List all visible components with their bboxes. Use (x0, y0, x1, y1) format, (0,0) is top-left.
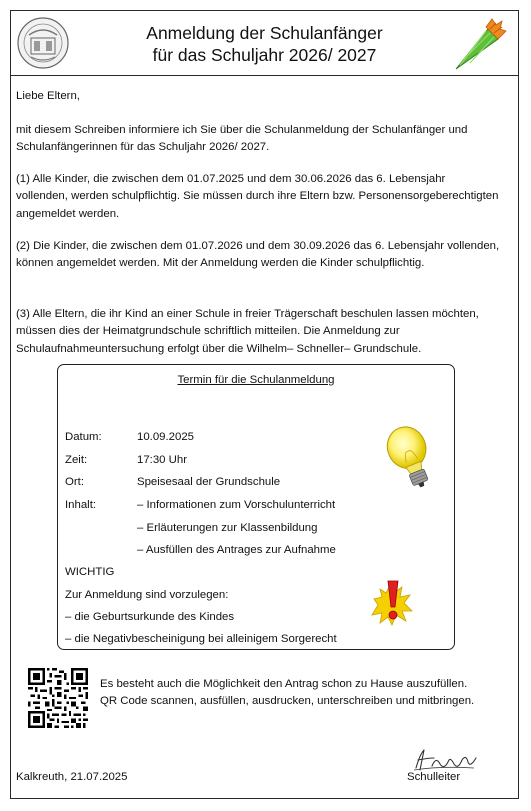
qr-line-2: QR Code scannen, ausfüllen, ausdrucken, unterschreiben und mitbringen. (100, 695, 475, 708)
place-label: Ort: (65, 476, 84, 488)
qr-code-icon (28, 668, 88, 728)
intro-paragraph: mit diesem Schreiben informiere ich Sie über die Schulanmeldung der Schulanfänger und Schulanfängerinnen für das Schuljahr 2026/ 2027. (16, 124, 468, 154)
content-item: – Erläuterungen zur Klassenbildung (137, 522, 318, 534)
time-label: Zeit: (65, 454, 88, 466)
qr-line-1: Es besteht auch die Möglichkeit den Antrag schon zu Hause auszufüllen. (100, 678, 468, 690)
signature (410, 746, 480, 774)
date-value: 10.09.2025 (137, 431, 195, 443)
documents-heading: Zur Anmeldung sind vorzulegen: (65, 589, 229, 601)
page-title (91, 22, 438, 66)
content-item: – Informationen zum Vorschulunterricht (137, 499, 336, 511)
header (11, 11, 518, 76)
greeting: Liebe Eltern, (16, 90, 80, 102)
exclamation-icon (368, 575, 416, 627)
paragraph-2: (2) Die Kinder, die zwischen dem 01.07.2026 und dem 30.09.2026 das 6. Lebensjahr vollenden, können angemeldet werden. Mit der Anmeldung werden die Kinder schulpflichtig. (16, 240, 500, 270)
school-seal-icon (15, 15, 71, 71)
place-date: Kalkreuth, 21.07.2025 (16, 771, 128, 783)
place-value: Speisesaal der Grundschule (137, 476, 281, 488)
date-label: Datum: (65, 431, 102, 443)
title-line-2: für das Schuljahr 2026/ 2027 (152, 45, 377, 65)
light-bulb-icon (380, 421, 440, 491)
content-item: – Ausfüllen des Antrages zur Aufnahme (137, 544, 336, 556)
qr-instructions (100, 676, 510, 711)
time-value: 17:30 Uhr (137, 454, 188, 466)
title-line-1: Anmeldung der Schulanfänger (146, 23, 383, 43)
paragraph-1: (1) Alle Kinder, die zwischen dem 01.07.2025 und dem 30.06.2026 das 6. Lebensjahr vollenden, werden schulpflichtig. Sie müssen durch ihre Eltern bzw. Personensorgeberechtigten angemeldet werden. (16, 173, 499, 220)
important-label: WICHTIG (65, 566, 115, 578)
appointment-title: Termin für die Schulanmeldung (177, 374, 335, 386)
content-label: Inhalt: (65, 499, 97, 511)
document-item: – die Geburtsurkunde des Kindes (65, 611, 235, 623)
paragraph-3: (3) Alle Eltern, die ihr Kind an einer Schule in freier Trägerschaft beschulen lassen möchten, müssen dies der Heimatgrundschule schriftlich mitteilen. Die Anmeldung zur Schulaufnahmeuntersuchung erfolgt über die Wilhelm– Schneller– Grundschule. (16, 308, 479, 355)
school-cone-icon (450, 15, 508, 73)
appointment-box (57, 364, 455, 650)
document-item: – die Negativbescheinigung bei alleinigem Sorgerecht (65, 633, 337, 645)
signatory-role: Schulleiter (407, 771, 461, 783)
